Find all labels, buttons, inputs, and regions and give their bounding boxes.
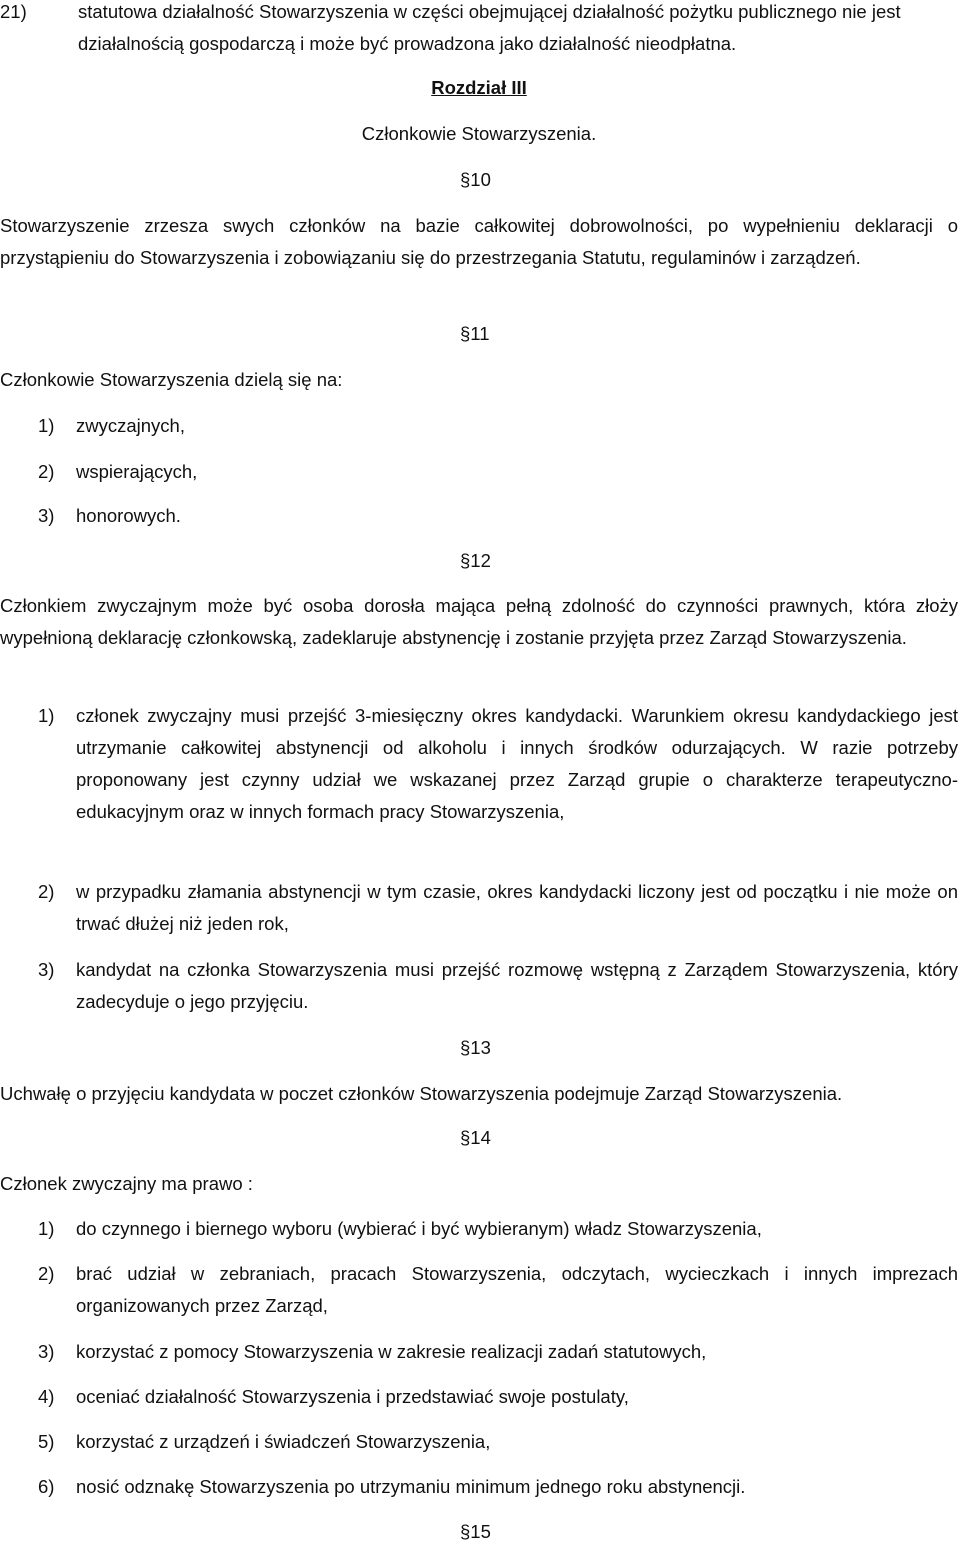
list-item-text: członek zwyczajny musi przejść 3-miesięczny okres kandydacki. Warunkiem okresu kandydackiego jest utrzymanie całkowitej abstynencji od alkoholu i innych środków odurzających. W razie potrzeby proponowany jest czynny udział we wskazanej przez Zarząd grupie o charakterze terapeutyczno-edukacyjnym oraz w innych formach pracy Stowarzyszenia, bbox=[76, 705, 958, 822]
chapter-subtitle: Członkowie Stowarzyszenia. bbox=[361, 123, 597, 144]
list-item-number: 2) bbox=[38, 461, 55, 482]
list-item-text: wspierających, bbox=[76, 461, 198, 482]
section-label-13: §13 bbox=[460, 1037, 491, 1058]
list-item-text: honorowych. bbox=[76, 505, 181, 526]
list-item bbox=[0, 456, 958, 488]
list-item-number: 1) bbox=[38, 1218, 55, 1239]
list-item-text: oceniać działalność Stowarzyszenia i przedstawiać swoje postulaty, bbox=[76, 1386, 629, 1407]
list-item-text: korzystać z urządzeń i świadczeń Stowarzyszenia, bbox=[76, 1431, 491, 1452]
list-item-text: brać udział w zebraniach, pracach Stowarzyszenia, odczytach, wycieczkach i innych imprezach organizowanych przez Zarząd, bbox=[76, 1263, 958, 1316]
list-item-text: korzystać z pomocy Stowarzyszenia w zakresie realizacji zadań statutowych, bbox=[76, 1341, 707, 1362]
list-item-text: kandydat na członka Stowarzyszenia musi przejść rozmowę wstępną z Zarządem Stowarzyszenia, który zadecyduje o jego przyjęciu. bbox=[76, 959, 958, 1012]
list-item bbox=[0, 1213, 958, 1245]
list-item-number: 4) bbox=[38, 1386, 55, 1407]
list-item-number: 1) bbox=[38, 415, 55, 436]
list-item-21 bbox=[0, 0, 958, 60]
list-item-text: zwyczajnych, bbox=[76, 415, 185, 436]
list-item-number: 3) bbox=[38, 505, 55, 526]
section-label-11: §11 bbox=[460, 323, 490, 344]
section-11-intro: Członkowie Stowarzyszenia dzielą się na: bbox=[0, 369, 343, 390]
section-label-15: §15 bbox=[460, 1521, 491, 1542]
list-item-number: 6) bbox=[38, 1476, 55, 1497]
list-item bbox=[0, 1426, 958, 1458]
list-item-number: 2) bbox=[38, 881, 55, 902]
list-item bbox=[0, 500, 958, 532]
list-item-text: statutowa działalność Stowarzyszenia w części obejmującej działalność pożytku publicznego nie jest działalnością gospodarczą i może być prowadzona jako działalność nieodpłatna. bbox=[78, 1, 901, 54]
list-item-number: 3) bbox=[38, 959, 55, 980]
list-item-text: w przypadku złamania abstynencji w tym czasie, okres kandydacki liczony jest od początku i nie może on trwać dłużej niż jeden rok, bbox=[76, 881, 958, 934]
list-item bbox=[0, 954, 958, 1018]
list-item bbox=[0, 410, 958, 442]
section-label-10: §10 bbox=[460, 169, 491, 190]
chapter-title: Rozdział III bbox=[431, 77, 527, 98]
list-item bbox=[0, 1471, 958, 1503]
chapter-heading bbox=[0, 72, 958, 104]
section-12-text: Członkiem zwyczajnym może być osoba dorosła mająca pełną zdolność do czynności prawnych, która złoży wypełnioną deklarację członkowską, zadeklaruje abstynencję i zostanie przyjęta przez Zarząd Stowarzyszenia. bbox=[0, 595, 958, 648]
section-14-intro: Członek zwyczajny ma prawo : bbox=[0, 1173, 253, 1194]
list-item bbox=[0, 1381, 958, 1413]
section-13-text: Uchwałę o przyjęciu kandydata w poczet członków Stowarzyszenia podejmuje Zarząd Stowarzyszenia. bbox=[0, 1083, 843, 1104]
list-item-text: nosić odznakę Stowarzyszenia po utrzymaniu minimum jednego roku abstynencji. bbox=[76, 1476, 746, 1497]
section-label-14: §14 bbox=[460, 1127, 491, 1148]
section-label-12: §12 bbox=[460, 550, 491, 571]
list-item-text: do czynnego i biernego wyboru (wybierać i być wybieranym) władz Stowarzyszenia, bbox=[76, 1218, 762, 1239]
list-item-number: 3) bbox=[38, 1341, 55, 1362]
list-item bbox=[0, 1258, 958, 1322]
section-10-text: Stowarzyszenie zrzesza swych członków na bazie całkowitej dobrowolności, po wypełnieniu deklaracji o przystąpieniu do Stowarzyszenia i zobowiązaniu się do przestrzegania Statutu, regulaminów i zarządzeń. bbox=[0, 215, 958, 268]
list-item bbox=[0, 1336, 958, 1368]
list-item bbox=[0, 700, 958, 828]
list-item-number: 21) bbox=[0, 1, 27, 22]
list-item-number: 5) bbox=[38, 1431, 55, 1452]
list-item-number: 1) bbox=[38, 705, 55, 726]
list-item bbox=[0, 876, 958, 940]
list-item-number: 2) bbox=[38, 1263, 55, 1284]
